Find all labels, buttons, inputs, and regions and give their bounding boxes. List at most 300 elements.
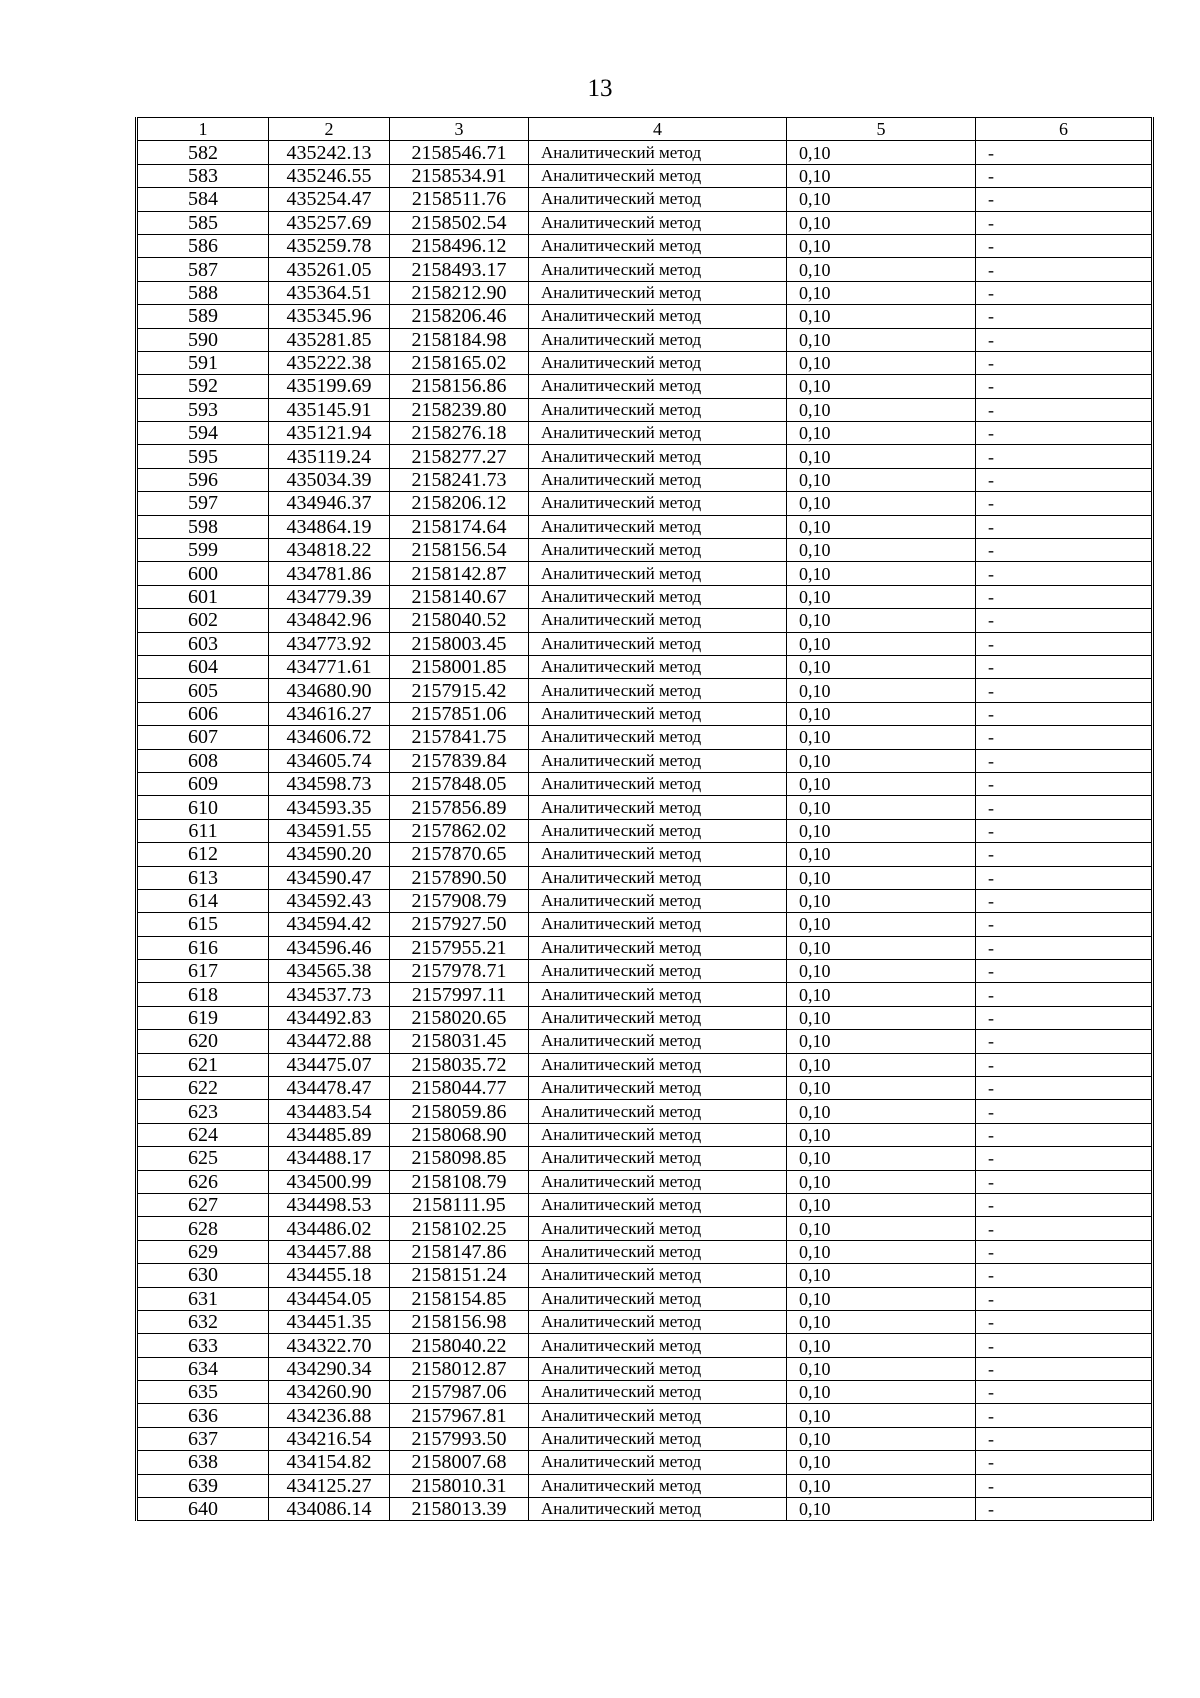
x-coordinate-cell: 434605.74 <box>269 749 390 772</box>
description-cell: - <box>976 258 1153 281</box>
column-header: 4 <box>529 118 787 141</box>
accuracy-cell: 0,10 <box>787 305 976 328</box>
method-cell: Аналитический метод <box>529 1334 787 1357</box>
x-coordinate-cell: 434779.39 <box>269 585 390 608</box>
accuracy-cell: 0,10 <box>787 960 976 983</box>
description-cell: - <box>976 1427 1153 1450</box>
x-coordinate-cell: 434486.02 <box>269 1217 390 1240</box>
x-coordinate-cell: 434475.07 <box>269 1053 390 1076</box>
table-row <box>137 726 1153 749</box>
x-coordinate-cell: 434864.19 <box>269 515 390 538</box>
method-cell: Аналитический метод <box>529 188 787 211</box>
x-coordinate-cell: 434591.55 <box>269 819 390 842</box>
table-row <box>137 375 1153 398</box>
method-cell: Аналитический метод <box>529 562 787 585</box>
table-row <box>137 655 1153 678</box>
point-number-cell: 601 <box>137 585 269 608</box>
accuracy-cell: 0,10 <box>787 796 976 819</box>
method-cell: Аналитический метод <box>529 1474 787 1497</box>
y-coordinate-cell: 2157993.50 <box>390 1427 529 1450</box>
description-cell: - <box>976 1030 1153 1053</box>
accuracy-cell: 0,10 <box>787 749 976 772</box>
description-cell: - <box>976 1170 1153 1193</box>
accuracy-cell: 0,10 <box>787 772 976 795</box>
table-row <box>137 1193 1153 1216</box>
method-cell: Аналитический метод <box>529 1264 787 1287</box>
point-number-cell: 604 <box>137 655 269 678</box>
table-row <box>137 515 1153 538</box>
table-row <box>137 960 1153 983</box>
table-row <box>137 562 1153 585</box>
accuracy-cell: 0,10 <box>787 328 976 351</box>
description-cell: - <box>976 702 1153 725</box>
point-number-cell: 588 <box>137 281 269 304</box>
column-header: 6 <box>976 118 1153 141</box>
y-coordinate-cell: 2158098.85 <box>390 1147 529 1170</box>
method-cell: Аналитический метод <box>529 305 787 328</box>
table-row <box>137 351 1153 374</box>
x-coordinate-cell: 434590.47 <box>269 866 390 889</box>
x-coordinate-cell: 434322.70 <box>269 1334 390 1357</box>
point-number-cell: 640 <box>137 1498 269 1521</box>
column-header: 5 <box>787 118 976 141</box>
table-row <box>137 539 1153 562</box>
x-coordinate-cell: 434818.22 <box>269 539 390 562</box>
y-coordinate-cell: 2158012.87 <box>390 1357 529 1380</box>
description-cell: - <box>976 328 1153 351</box>
method-cell: Аналитический метод <box>529 1123 787 1146</box>
accuracy-cell: 0,10 <box>787 679 976 702</box>
method-cell: Аналитический метод <box>529 1404 787 1427</box>
y-coordinate-cell: 2157848.05 <box>390 772 529 795</box>
y-coordinate-cell: 2158068.90 <box>390 1123 529 1146</box>
accuracy-cell: 0,10 <box>787 609 976 632</box>
y-coordinate-cell: 2158546.71 <box>390 141 529 164</box>
y-coordinate-cell: 2158044.77 <box>390 1077 529 1100</box>
method-cell: Аналитический метод <box>529 1427 787 1450</box>
table-row <box>137 1404 1153 1427</box>
x-coordinate-cell: 434290.34 <box>269 1357 390 1380</box>
y-coordinate-cell: 2158496.12 <box>390 234 529 257</box>
y-coordinate-cell: 2158277.27 <box>390 445 529 468</box>
table-row <box>137 772 1153 795</box>
x-coordinate-cell: 434771.61 <box>269 655 390 678</box>
point-number-cell: 622 <box>137 1077 269 1100</box>
x-coordinate-cell: 435259.78 <box>269 234 390 257</box>
method-cell: Аналитический метод <box>529 141 787 164</box>
point-number-cell: 616 <box>137 936 269 959</box>
table-row <box>137 749 1153 772</box>
accuracy-cell: 0,10 <box>787 141 976 164</box>
x-coordinate-cell: 435121.94 <box>269 422 390 445</box>
description-cell: - <box>976 983 1153 1006</box>
method-cell: Аналитический метод <box>529 983 787 1006</box>
y-coordinate-cell: 2157967.81 <box>390 1404 529 1427</box>
description-cell: - <box>976 1053 1153 1076</box>
table-row <box>137 819 1153 842</box>
point-number-cell: 626 <box>137 1170 269 1193</box>
x-coordinate-cell: 434500.99 <box>269 1170 390 1193</box>
table-row <box>137 164 1153 187</box>
point-number-cell: 621 <box>137 1053 269 1076</box>
y-coordinate-cell: 2158174.64 <box>390 515 529 538</box>
method-cell: Аналитический метод <box>529 1498 787 1521</box>
description-cell: - <box>976 1193 1153 1216</box>
method-cell: Аналитический метод <box>529 398 787 421</box>
accuracy-cell: 0,10 <box>787 1077 976 1100</box>
x-coordinate-cell: 434598.73 <box>269 772 390 795</box>
y-coordinate-cell: 2158111.95 <box>390 1193 529 1216</box>
y-coordinate-cell: 2157862.02 <box>390 819 529 842</box>
description-cell: - <box>976 1006 1153 1029</box>
description-cell: - <box>976 398 1153 421</box>
y-coordinate-cell: 2158151.24 <box>390 1264 529 1287</box>
point-number-cell: 609 <box>137 772 269 795</box>
accuracy-cell: 0,10 <box>787 913 976 936</box>
method-cell: Аналитический метод <box>529 468 787 491</box>
description-cell: - <box>976 960 1153 983</box>
accuracy-cell: 0,10 <box>787 1030 976 1053</box>
method-cell: Аналитический метод <box>529 164 787 187</box>
point-number-cell: 614 <box>137 889 269 912</box>
point-number-cell: 629 <box>137 1240 269 1263</box>
point-number-cell: 633 <box>137 1334 269 1357</box>
accuracy-cell: 0,10 <box>787 1100 976 1123</box>
point-number-cell: 603 <box>137 632 269 655</box>
y-coordinate-cell: 2158013.39 <box>390 1498 529 1521</box>
table-row <box>137 1030 1153 1053</box>
table-row <box>137 796 1153 819</box>
table-row <box>137 1053 1153 1076</box>
x-coordinate-cell: 434492.83 <box>269 1006 390 1029</box>
method-cell: Аналитический метод <box>529 866 787 889</box>
description-cell: - <box>976 889 1153 912</box>
method-cell: Аналитический метод <box>529 1381 787 1404</box>
table-row <box>137 211 1153 234</box>
method-cell: Аналитический метод <box>529 1053 787 1076</box>
method-cell: Аналитический метод <box>529 1170 787 1193</box>
description-cell: - <box>976 281 1153 304</box>
y-coordinate-cell: 2158212.90 <box>390 281 529 304</box>
accuracy-cell: 0,10 <box>787 1006 976 1029</box>
table-row <box>137 188 1153 211</box>
description-cell: - <box>976 1474 1153 1497</box>
y-coordinate-cell: 2158165.02 <box>390 351 529 374</box>
method-cell: Аналитический метод <box>529 1100 787 1123</box>
x-coordinate-cell: 434606.72 <box>269 726 390 749</box>
description-cell: - <box>976 1404 1153 1427</box>
method-cell: Аналитический метод <box>529 726 787 749</box>
table-row <box>137 843 1153 866</box>
point-number-cell: 639 <box>137 1474 269 1497</box>
y-coordinate-cell: 2158206.46 <box>390 305 529 328</box>
x-coordinate-cell: 434154.82 <box>269 1451 390 1474</box>
y-coordinate-cell: 2158239.80 <box>390 398 529 421</box>
x-coordinate-cell: 434472.88 <box>269 1030 390 1053</box>
y-coordinate-cell: 2158206.12 <box>390 492 529 515</box>
coordinates-table <box>135 117 1154 1521</box>
point-number-cell: 627 <box>137 1193 269 1216</box>
table-row <box>137 1474 1153 1497</box>
description-cell: - <box>976 445 1153 468</box>
method-cell: Аналитический метод <box>529 702 787 725</box>
y-coordinate-cell: 2158502.54 <box>390 211 529 234</box>
description-cell: - <box>976 234 1153 257</box>
method-cell: Аналитический метод <box>529 1077 787 1100</box>
accuracy-cell: 0,10 <box>787 983 976 1006</box>
x-coordinate-cell: 434455.18 <box>269 1264 390 1287</box>
description-cell: - <box>976 422 1153 445</box>
description-cell: - <box>976 749 1153 772</box>
y-coordinate-cell: 2158007.68 <box>390 1451 529 1474</box>
method-cell: Аналитический метод <box>529 819 787 842</box>
y-coordinate-cell: 2158154.85 <box>390 1287 529 1310</box>
accuracy-cell: 0,10 <box>787 375 976 398</box>
y-coordinate-cell: 2158059.86 <box>390 1100 529 1123</box>
x-coordinate-cell: 434616.27 <box>269 702 390 725</box>
accuracy-cell: 0,10 <box>787 1170 976 1193</box>
y-coordinate-cell: 2158020.65 <box>390 1006 529 1029</box>
y-coordinate-cell: 2157908.79 <box>390 889 529 912</box>
column-header: 3 <box>390 118 529 141</box>
point-number-cell: 638 <box>137 1451 269 1474</box>
method-cell: Аналитический метод <box>529 679 787 702</box>
description-cell: - <box>976 1077 1153 1100</box>
table-row <box>137 983 1153 1006</box>
y-coordinate-cell: 2158156.86 <box>390 375 529 398</box>
table-row <box>137 1006 1153 1029</box>
x-coordinate-cell: 435199.69 <box>269 375 390 398</box>
accuracy-cell: 0,10 <box>787 889 976 912</box>
point-number-cell: 607 <box>137 726 269 749</box>
table-row <box>137 1123 1153 1146</box>
x-coordinate-cell: 434483.54 <box>269 1100 390 1123</box>
point-number-cell: 587 <box>137 258 269 281</box>
point-number-cell: 585 <box>137 211 269 234</box>
description-cell: - <box>976 141 1153 164</box>
x-coordinate-cell: 434236.88 <box>269 1404 390 1427</box>
y-coordinate-cell: 2157978.71 <box>390 960 529 983</box>
method-cell: Аналитический метод <box>529 492 787 515</box>
point-number-cell: 592 <box>137 375 269 398</box>
method-cell: Аналитический метод <box>529 234 787 257</box>
table-row <box>137 1334 1153 1357</box>
column-header: 1 <box>137 118 269 141</box>
x-coordinate-cell: 434478.47 <box>269 1077 390 1100</box>
point-number-cell: 635 <box>137 1381 269 1404</box>
method-cell: Аналитический метод <box>529 515 787 538</box>
accuracy-cell: 0,10 <box>787 445 976 468</box>
method-cell: Аналитический метод <box>529 843 787 866</box>
description-cell: - <box>976 936 1153 959</box>
accuracy-cell: 0,10 <box>787 1334 976 1357</box>
point-number-cell: 615 <box>137 913 269 936</box>
method-cell: Аналитический метод <box>529 328 787 351</box>
x-coordinate-cell: 434680.90 <box>269 679 390 702</box>
table-row <box>137 234 1153 257</box>
description-cell: - <box>976 1287 1153 1310</box>
y-coordinate-cell: 2158035.72 <box>390 1053 529 1076</box>
accuracy-cell: 0,10 <box>787 866 976 889</box>
method-cell: Аналитический метод <box>529 258 787 281</box>
table-row <box>137 1381 1153 1404</box>
x-coordinate-cell: 434451.35 <box>269 1310 390 1333</box>
point-number-cell: 619 <box>137 1006 269 1029</box>
accuracy-cell: 0,10 <box>787 562 976 585</box>
point-number-cell: 631 <box>137 1287 269 1310</box>
table-row <box>137 258 1153 281</box>
method-cell: Аналитический метод <box>529 281 787 304</box>
description-cell: - <box>976 188 1153 211</box>
x-coordinate-cell: 435261.05 <box>269 258 390 281</box>
point-number-cell: 612 <box>137 843 269 866</box>
x-coordinate-cell: 434594.42 <box>269 913 390 936</box>
y-coordinate-cell: 2157987.06 <box>390 1381 529 1404</box>
description-cell: - <box>976 1498 1153 1521</box>
accuracy-cell: 0,10 <box>787 1498 976 1521</box>
y-coordinate-cell: 2158140.67 <box>390 585 529 608</box>
accuracy-cell: 0,10 <box>787 726 976 749</box>
point-number-cell: 582 <box>137 141 269 164</box>
method-cell: Аналитический метод <box>529 609 787 632</box>
table-row <box>137 445 1153 468</box>
point-number-cell: 624 <box>137 1123 269 1146</box>
accuracy-cell: 0,10 <box>787 492 976 515</box>
x-coordinate-cell: 435364.51 <box>269 281 390 304</box>
point-number-cell: 605 <box>137 679 269 702</box>
method-cell: Аналитический метод <box>529 1006 787 1029</box>
accuracy-cell: 0,10 <box>787 936 976 959</box>
accuracy-cell: 0,10 <box>787 655 976 678</box>
method-cell: Аналитический метод <box>529 1030 787 1053</box>
point-number-cell: 598 <box>137 515 269 538</box>
x-coordinate-cell: 434590.20 <box>269 843 390 866</box>
method-cell: Аналитический метод <box>529 1287 787 1310</box>
table-row <box>137 702 1153 725</box>
description-cell: - <box>976 585 1153 608</box>
table-row <box>137 328 1153 351</box>
x-coordinate-cell: 434842.96 <box>269 609 390 632</box>
y-coordinate-cell: 2157851.06 <box>390 702 529 725</box>
table-row <box>137 1357 1153 1380</box>
description-cell: - <box>976 515 1153 538</box>
accuracy-cell: 0,10 <box>787 1053 976 1076</box>
y-coordinate-cell: 2157997.11 <box>390 983 529 1006</box>
y-coordinate-cell: 2158184.98 <box>390 328 529 351</box>
accuracy-cell: 0,10 <box>787 1404 976 1427</box>
table-row <box>137 1217 1153 1240</box>
point-number-cell: 608 <box>137 749 269 772</box>
accuracy-cell: 0,10 <box>787 1357 976 1380</box>
table-row <box>137 913 1153 936</box>
method-cell: Аналитический метод <box>529 749 787 772</box>
table-row <box>137 1264 1153 1287</box>
x-coordinate-cell: 435242.13 <box>269 141 390 164</box>
method-cell: Аналитический метод <box>529 936 787 959</box>
description-cell: - <box>976 1357 1153 1380</box>
x-coordinate-cell: 434457.88 <box>269 1240 390 1263</box>
table-row <box>137 141 1153 164</box>
method-cell: Аналитический метод <box>529 351 787 374</box>
accuracy-cell: 0,10 <box>787 515 976 538</box>
table-row <box>137 679 1153 702</box>
accuracy-cell: 0,10 <box>787 422 976 445</box>
table-row <box>137 281 1153 304</box>
accuracy-cell: 0,10 <box>787 234 976 257</box>
method-cell: Аналитический метод <box>529 375 787 398</box>
y-coordinate-cell: 2158102.25 <box>390 1217 529 1240</box>
accuracy-cell: 0,10 <box>787 1193 976 1216</box>
x-coordinate-cell: 435257.69 <box>269 211 390 234</box>
table-row <box>137 1427 1153 1450</box>
accuracy-cell: 0,10 <box>787 281 976 304</box>
y-coordinate-cell: 2158156.98 <box>390 1310 529 1333</box>
y-coordinate-cell: 2157890.50 <box>390 866 529 889</box>
table-row <box>137 609 1153 632</box>
table-row <box>137 305 1153 328</box>
point-number-cell: 589 <box>137 305 269 328</box>
accuracy-cell: 0,10 <box>787 351 976 374</box>
y-coordinate-cell: 2157927.50 <box>390 913 529 936</box>
description-cell: - <box>976 819 1153 842</box>
x-coordinate-cell: 434125.27 <box>269 1474 390 1497</box>
x-coordinate-cell: 434592.43 <box>269 889 390 912</box>
point-number-cell: 625 <box>137 1147 269 1170</box>
description-cell: - <box>976 468 1153 491</box>
point-number-cell: 618 <box>137 983 269 1006</box>
table-row <box>137 1147 1153 1170</box>
point-number-cell: 591 <box>137 351 269 374</box>
description-cell: - <box>976 1123 1153 1146</box>
x-coordinate-cell: 435145.91 <box>269 398 390 421</box>
x-coordinate-cell: 434498.53 <box>269 1193 390 1216</box>
method-cell: Аналитический метод <box>529 632 787 655</box>
y-coordinate-cell: 2157870.65 <box>390 843 529 866</box>
point-number-cell: 599 <box>137 539 269 562</box>
x-coordinate-cell: 434596.46 <box>269 936 390 959</box>
description-cell: - <box>976 1334 1153 1357</box>
page-number: 13 <box>587 75 613 102</box>
table-row <box>137 585 1153 608</box>
table-row <box>137 1240 1153 1263</box>
point-number-cell: 611 <box>137 819 269 842</box>
x-coordinate-cell: 434773.92 <box>269 632 390 655</box>
point-number-cell: 628 <box>137 1217 269 1240</box>
y-coordinate-cell: 2158511.76 <box>390 188 529 211</box>
table-row <box>137 1310 1153 1333</box>
method-cell: Аналитический метод <box>529 422 787 445</box>
table-row <box>137 1077 1153 1100</box>
x-coordinate-cell: 435246.55 <box>269 164 390 187</box>
accuracy-cell: 0,10 <box>787 468 976 491</box>
accuracy-cell: 0,10 <box>787 1123 976 1146</box>
description-cell: - <box>976 375 1153 398</box>
method-cell: Аналитический метод <box>529 913 787 936</box>
y-coordinate-cell: 2158010.31 <box>390 1474 529 1497</box>
method-cell: Аналитический метод <box>529 1451 787 1474</box>
accuracy-cell: 0,10 <box>787 1427 976 1450</box>
point-number-cell: 637 <box>137 1427 269 1450</box>
table-row <box>137 398 1153 421</box>
accuracy-cell: 0,10 <box>787 1147 976 1170</box>
table-row <box>137 866 1153 889</box>
point-number-cell: 634 <box>137 1357 269 1380</box>
table-row <box>137 1170 1153 1193</box>
y-coordinate-cell: 2157841.75 <box>390 726 529 749</box>
y-coordinate-cell: 2158040.52 <box>390 609 529 632</box>
description-cell: - <box>976 562 1153 585</box>
x-coordinate-cell: 434781.86 <box>269 562 390 585</box>
